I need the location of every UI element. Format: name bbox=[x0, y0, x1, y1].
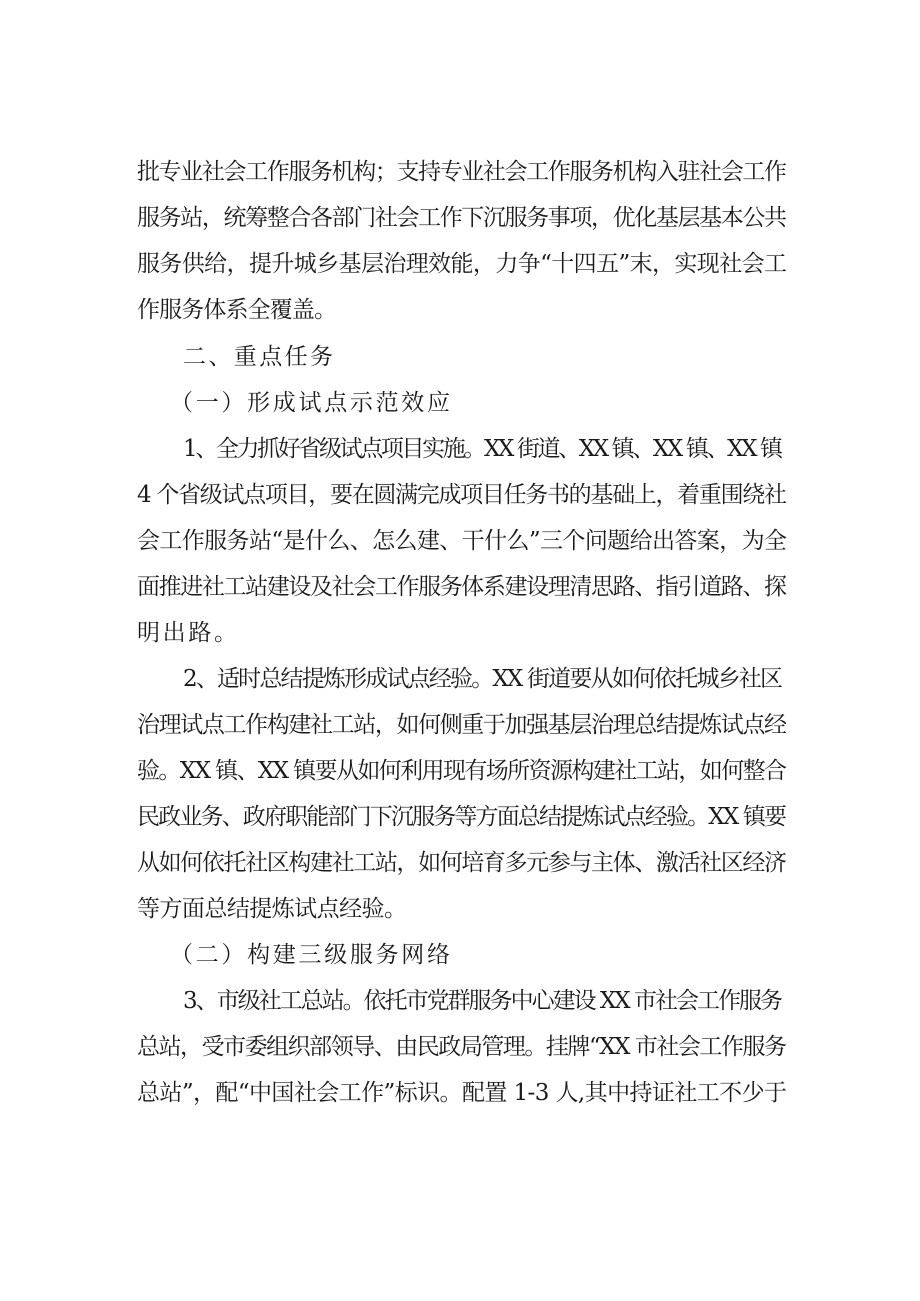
paragraph-line: 验。XX 镇、XX 镇要从如何利用现有场所资源构建社工站，如何整合 bbox=[137, 758, 786, 784]
paragraph-line: 1、全力抓好省级试点项目实施。XX 街道、XX 镇、XX 镇、XX 镇 bbox=[183, 436, 781, 462]
paragraph-line: 4 个省级试点项目，要在圆满完成项目任务书的基础上，着重围绕社 bbox=[137, 482, 786, 508]
paragraph-line: 从如何依托社区构建社工站，如何培育多元参与主体、激活社区经济 bbox=[137, 850, 786, 876]
paragraph-line: 3、市级社工总站。依托市党群服务中心建设 XX 市社会工作服务 bbox=[183, 988, 781, 1014]
paragraph-line: 明出路。 bbox=[137, 620, 240, 646]
paragraph-line: 总站，受市委组织部领导、由民政局管理。挂牌“XX 市社会工作服务 bbox=[137, 1034, 786, 1060]
paragraph-line: 总站”，配“中国社会工作”标识。配置 1-3 人,其中持证社工不少于 bbox=[137, 1080, 787, 1106]
paragraph-line: 会工作服务站“是什么、怎么建、干什么”三个问题给出答案，为全 bbox=[137, 528, 787, 554]
paragraph-line: 2、适时总结提炼形成试点经验。XX 街道要从如何依托城乡社区 bbox=[183, 666, 782, 692]
paragraph-line: 服务站，统筹整合各部门社会工作下沉服务事项，优化基层基本公共 bbox=[137, 205, 786, 231]
subsection-heading: （二）构建三级服务网络 bbox=[170, 942, 453, 968]
paragraph-line: 面推进社工站建设及社会工作服务体系建设理清思路、指引道路、探 bbox=[137, 574, 786, 600]
subsection-heading: （一）形成试点示范效应 bbox=[170, 390, 453, 416]
paragraph-line: 治理试点工作构建社工站，如何侧重于加强基层治理总结提炼试点经 bbox=[137, 712, 786, 738]
section-heading: 二、重点任务 bbox=[183, 344, 336, 370]
paragraph-line: 作服务体系全覆盖。 bbox=[137, 297, 337, 323]
paragraph-line: 服务供给，提升城乡基层治理效能，力争“十四五”末，实现社会工 bbox=[137, 251, 787, 277]
paragraph-line: 民政业务、政府职能部门下沉服务等方面总结提炼试点经验。XX 镇要 bbox=[137, 804, 786, 830]
paragraph-line: 等方面总结提炼试点经验。 bbox=[137, 896, 407, 922]
paragraph-line: 批专业社会工作服务机构；支持专业社会工作服务机构入驻社会工作 bbox=[137, 159, 786, 185]
